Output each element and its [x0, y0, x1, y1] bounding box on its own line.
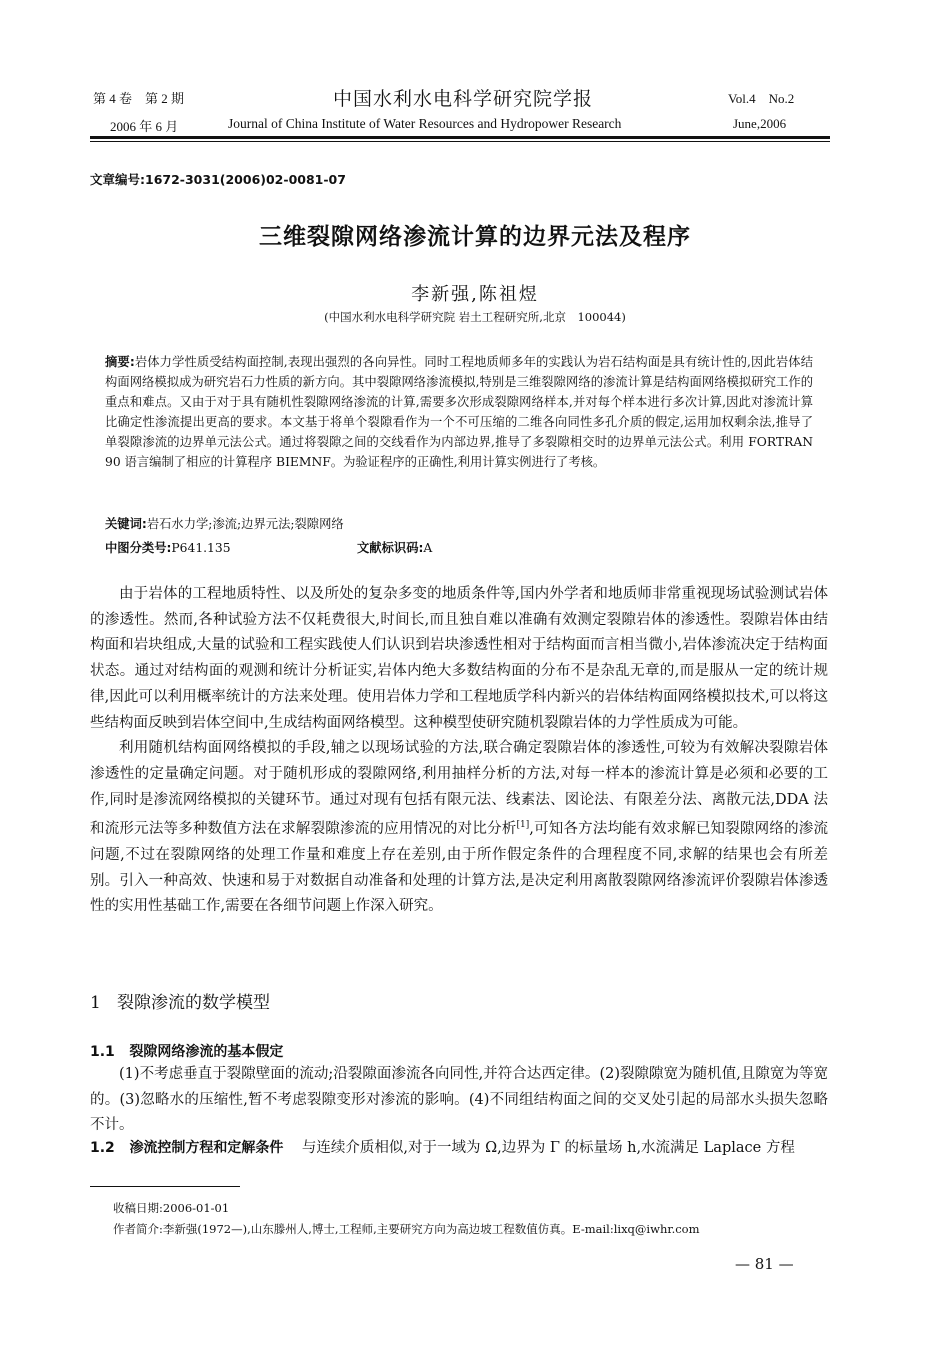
abstract-label: 摘要:	[105, 355, 135, 369]
keywords	[105, 514, 813, 532]
clc-text: P641.135	[171, 541, 231, 555]
journal-name-cn: 中国水利水电科学研究院学报	[333, 88, 594, 110]
doc-code-text: A	[423, 541, 433, 555]
volume-issue-en: Vol.4 No.2	[728, 91, 795, 106]
header-rule-thin	[90, 141, 830, 142]
introduction	[90, 582, 828, 920]
assumptions-paragraph: (1)不考虑垂直于裂隙壁面的流动;沿裂隙面渗流各向同性,并符合达西定律。(2)裂隙隙宽为随机值,且隙宽为等宽的。(3)忽略水的压缩性,暂不考虑裂隙变形对渗流的影响。(4)不同组结构面之间的交叉处引起的局部水头损失忽略不计。	[90, 1066, 828, 1134]
abstract-text: 岩体力学性质受结构面控制,表现出强烈的各向异性。同时工程地质师多年的实践认为岩石结构面是具有统计性的,因此岩体结构面网络模拟成为研究岩石力性质的新方向。其中裂隙网络渗流模拟,特别是三维裂隙网络的渗流计算是结构面网络模拟研究工作的重点和难点。又由于对于具有随机性裂隙网络渗流的计算,需要多次形成裂隙网络样本,并对每个样本进行多次计算,因此对渗流计算比确定性渗流提出更高的要求。本文基于将单个裂隙看作为一个不可压缩的二维各向同性多孔介质的假定,运用加权剩余法,推导了单裂隙渗流的边界单元法公式。通过将裂隙之间的交线看作为内部边界,推导了多裂隙相交时的边界单元法公式。利用 FORTRAN 90 语言编制了相应的计算程序 BIEMNF。为验证程序的正确性,利用计算实例进行了考核。	[105, 355, 813, 469]
intro-paragraph-2	[90, 736, 828, 920]
abstract	[105, 352, 813, 472]
citation-ref[interactable]: [1]	[516, 820, 530, 831]
journal-name-en: Journal of China Institute of Water Resources and Hydropower Research	[228, 116, 622, 131]
keywords-label: 关键词:	[105, 517, 147, 531]
document-code	[357, 538, 557, 556]
affiliation: (中国水利水电科学研究院 岩土工程研究所,北京 100044)	[324, 310, 626, 324]
footnote-rule	[90, 1186, 240, 1187]
date-en: June,2006	[733, 116, 787, 131]
article-id: 文章编号:1672-3031(2006)02-0081-07	[90, 172, 346, 187]
intro-paragraph-1: 由于岩体的工程地质特性、以及所处的复杂多变的地质条件等,国内外学者和地质师非常重视现场试验测试岩体的渗透性。然而,各种试验方法不仅耗费很大,时间长,而且独自难以准确有效测定裂隙岩体的渗透性。裂隙岩体由结构面和岩块组成,大量的试验和工程实践使人们认识到岩块渗透性相对于结构面而言相当微小,岩体渗流决定于结构面状态。通过对结构面的观测和统计分析证实,岩体内绝大多数结构面的分布不是杂乱无章的,而是服从一定的统计规律,因此可以利用概率统计的方法来处理。使用岩体力学和工程地质学科内新兴的岩体结构面网络模拟技术,可以将这些结构面反映到岩体空间中,生成结构面网络模型。这种模型使研究随机裂隙岩体的力学性质成为可能。	[90, 586, 828, 731]
volume-issue-cn: 第 4 卷 第 2 期	[93, 91, 185, 106]
author-bio: 作者简介:李新强(1972—),山东滕州人,博士,工程师,主要研究方向为高边坡工程数值仿真。E-mail:lixq@iwhr.com	[113, 1222, 700, 1236]
intro-p2-part-b: ,可知各方法均能有效求解已知裂隙网络的渗流问题,不过在裂隙网络的处理工作量和难度上存在差别,由于所作假定条件的合理程度不同,求解的结果也会有所差别。引入一种高效、快速和易于对数据自动准备和处理的计算方法,是决定利用离散裂隙网络渗流评价裂隙岩体渗透性的实用性基础工作,需要在各细节问题上作深入研究。	[90, 821, 828, 915]
page-number: — 81 —	[735, 1255, 794, 1273]
section-1-2-text: 与连续介质相似,对于一域为 Ω,边界为 Γ 的标量场 h,水流满足 Laplace 方程	[301, 1140, 795, 1156]
keywords-text: 岩石水力学;渗流;边界元法;裂隙网络	[146, 517, 344, 531]
section-1-2-title: 渗流控制方程和定解条件	[129, 1140, 284, 1156]
section-1-1-title: 裂隙网络渗流的基本假定	[129, 1044, 284, 1060]
section-1-2-heading	[90, 1140, 283, 1156]
section-1-2-block	[90, 1136, 828, 1162]
section-1-number: 1	[90, 993, 101, 1013]
section-1-title: 裂隙渗流的数学模型	[117, 993, 271, 1013]
header-rule-thick	[90, 136, 830, 139]
received-date: 收稿日期:2006-01-01	[113, 1201, 230, 1215]
doc-code-label: 文献标识码:	[357, 541, 424, 555]
date-cn: 2006 年 6 月	[110, 119, 179, 134]
section-1-heading	[90, 988, 270, 1013]
section-1-1-body	[90, 1062, 828, 1139]
section-1-1-heading	[90, 1041, 283, 1061]
section-1-1-number: 1.1	[90, 1044, 115, 1060]
section-1-2-number: 1.2	[90, 1140, 115, 1156]
authors: 李新强,陈祖煜	[411, 284, 539, 305]
intro-p2-part-a: 利用随机结构面网络模拟的手段,辅之以现场试验的方法,联合确定裂隙岩体的渗透性,可较为有效解决裂隙岩体渗透性的定量确定问题。对于随机形成的裂隙网络,利用抽样分析的方法,对每一样本的渗流计算是必须和必要的工作,同时是渗流网络模拟的关键环节。通过对现有包括有限元法、线素法、図论法、有限差分法、离散元法,DDA 法和流形元法等多种数值方法在求解裂隙渗流的应用情况的对比分析	[90, 740, 828, 838]
clc-label: 中图分类号:	[105, 541, 172, 555]
article-title: 三维裂隙网络渗流计算的边界元法及程序	[259, 224, 691, 250]
